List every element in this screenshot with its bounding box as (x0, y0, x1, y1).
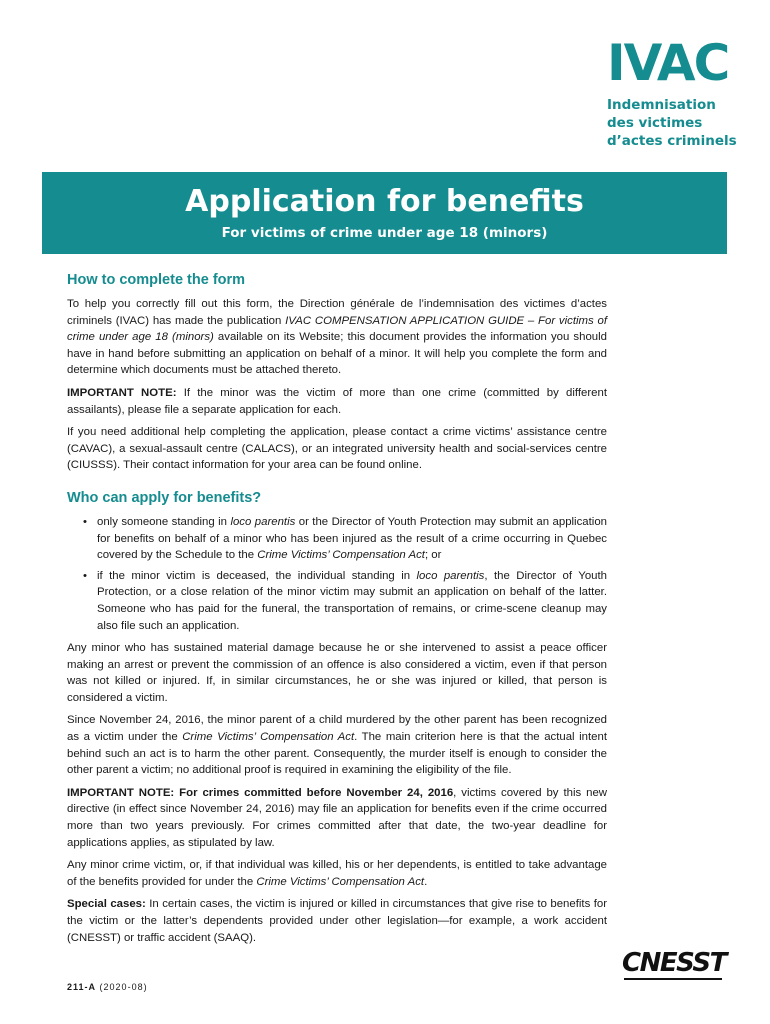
cnesst-logo-underline (624, 978, 722, 980)
special-cases-label: Special cases: (67, 898, 146, 911)
ivac-logo (607, 34, 737, 150)
text-run: only someone standing in (97, 515, 231, 528)
paragraph-material-damage: Any minor who has sustained material damage because he or she intervened to assist a peace officer making an arrest or prevent the commission of an offence is also considered a victim, even if that person was not killed or injured. If, in similar circumstances, he or she was injured or killed, that person is considered a victim. (67, 642, 607, 704)
paragraph-guide-intro (67, 296, 607, 379)
text-run: . The main criterion here is that the actual intent behind such an act is to harm the other parent. Consequently, the murder itself is enough to consider the other parent a victim; no additional proof is required in examining the eligibility of the file. (67, 731, 608, 777)
cnesst-logo: CNESST (622, 948, 726, 978)
note-label: IMPORTANT NOTE: (67, 386, 177, 399)
paragraph-special-cases (67, 896, 607, 946)
ivac-logo-subtitle (607, 96, 737, 150)
paragraph-important-note-multiple-crimes (67, 385, 607, 418)
paragraph-minor-parent (67, 712, 607, 778)
form-date: (2020-08) (99, 982, 148, 992)
section-heading-who-can-apply: Who can apply for benefits? (67, 489, 262, 506)
list-item (97, 514, 607, 564)
act-name-italic: Crime Victims’ Compensation Act (182, 731, 355, 744)
ivac-logo-line-1: Indemnisation (607, 97, 716, 113)
title-banner (42, 172, 727, 254)
list-item (97, 568, 607, 634)
page-title: Application for benefits (185, 184, 584, 219)
ivac-logo-line-2: des victimes (607, 115, 703, 131)
text-run: If the minor was the victim of more than one crime (committed by different assailants), please file a separate application for each. (67, 386, 607, 416)
paragraph-important-note-deadline (67, 785, 607, 851)
text-run: , the Director of Youth Protection, or a close relation of the minor victim may submit an application on behalf of the latter. Someone who has paid for the funeral, the transportation of remains, or crime-scene cleanup may also file such an application. (97, 569, 607, 632)
italic-term: loco parentis (416, 569, 485, 582)
text-run: To help you correctly fill out this form, the Direction générale de l’indemnisation des victimes d’actes criminels (IVAC) has made the publication (67, 298, 607, 327)
text-run: Any minor crime victim, or, if that individual was killed, his or her dependents, is entitled to take advantage of the benefits provided for under the (67, 859, 607, 888)
act-name-italic: Crime Victims’ Compensation Act (257, 549, 425, 562)
italic-term: loco parentis (230, 515, 296, 528)
act-name-italic: Crime Victims’ Compensation Act (256, 875, 425, 888)
eligibility-list (67, 514, 607, 634)
form-code (67, 982, 148, 992)
text-run: available on its Website; this document provides the information you should have in hand before submitting an application on behalf of a minor. It will help you complete the form and determine which documents must be attached thereto. (67, 331, 607, 377)
text-run: In certain cases, the victim is injured or killed in circumstances that give rise to benefits for the victim or the latter’s dependents provided under other legislation—for example, a work accident (CNESST) or traffic accident (SAAQ). (67, 898, 607, 944)
form-number: 211-A (67, 982, 97, 992)
section-heading-how-to-complete: How to complete the form (67, 272, 246, 288)
note-label: IMPORTANT NOTE: For crimes committed before November 24, 2016 (67, 786, 454, 799)
text-run: Since November 24, 2016, the minor parent of a child murdered by the other parent has been recognized as a victim under the (67, 714, 607, 744)
paragraph-additional-help: If you need additional help completing the application, please contact a crime victims’ assistance centre (CAVAC), a sexual-assault centre (CALACS), or an integrated university health and social-services centre (CIUSSS). Their contact information for your area can be found online. (67, 426, 607, 472)
text-run: ; or (424, 549, 442, 562)
text-run: or the Director of Youth Protection may submit an application for benefits on behalf of a minor who has been injured as the result of a crime occurring in Quebec covered by the Schedule to the (97, 515, 607, 562)
ivac-logo-line-3: d’actes criminels (607, 133, 737, 149)
ivac-logo-mark: IVAC (607, 34, 729, 92)
document-body (67, 270, 607, 952)
paragraph-dependents (67, 857, 607, 890)
page-subtitle: For victims of crime under age 18 (minors) (221, 225, 548, 241)
text-run: , victims covered by this new directive (in effect since November 24, 2016) may file an application for benefits even if the crime occurred more than two years previously. For crimes committed after that date, the two-year deadline for applications applies, as stipulated by law. (67, 786, 607, 849)
guide-title-italic: IVAC COMPENSATION APPLICATION GUIDE – For victims of crime under age 18 (minors) (67, 314, 608, 344)
text-run: if the minor victim is deceased, the individual standing in (97, 569, 417, 582)
text-run: . (424, 875, 428, 888)
